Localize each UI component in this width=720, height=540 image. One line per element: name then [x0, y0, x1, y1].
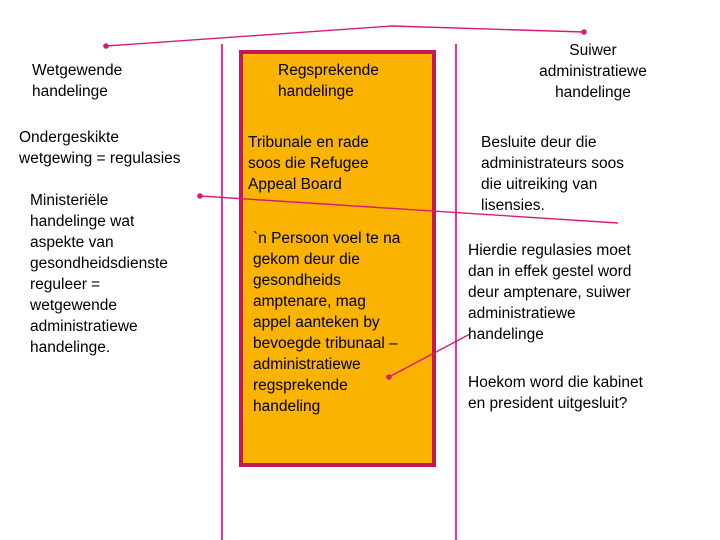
- connector-middle-to-right: [389, 334, 470, 377]
- right-column-item-licences: Besluite deur die administrateurs soos die uitreiking van lisensies.: [481, 134, 625, 214]
- middle-column-heading: Regsprekende handelinge: [278, 62, 379, 100]
- right-column-item-question: Hoekom word die kabinet en president uitgesluit?: [468, 374, 643, 412]
- top-right-dot: [581, 29, 587, 35]
- middle-column-item-tribunals: Tribunale en rade soos die Refugee Appeal Board: [248, 134, 369, 193]
- middle-column-item-appeal: `n Persoon voel te na gekom deur die gesondheids amptenare, mag appel aanteken by bevoegde tribunaal – administratiewe regsprekende handeling: [253, 230, 401, 415]
- connector-ministerial-dot: [197, 193, 203, 199]
- left-column-heading: Wetgewende handelinge: [32, 62, 123, 100]
- right-column-heading: Suiwer administratiewe handelinge: [539, 42, 647, 101]
- left-column-item-subordinate-legislation: Ondergeskikte wetgewing = regulasies: [19, 129, 181, 167]
- left-column-item-ministerial-actions: Ministeriële handelinge wat aspekte van gesondheidsdienste reguleer = wetgewende administratiewe handelinge.: [30, 192, 168, 356]
- right-column-item-officials: Hierdie regulasies moet dan in effek gestel word deur amptenare, suiwer administratiewe handelinge: [468, 242, 632, 343]
- top-left-dot: [103, 43, 109, 49]
